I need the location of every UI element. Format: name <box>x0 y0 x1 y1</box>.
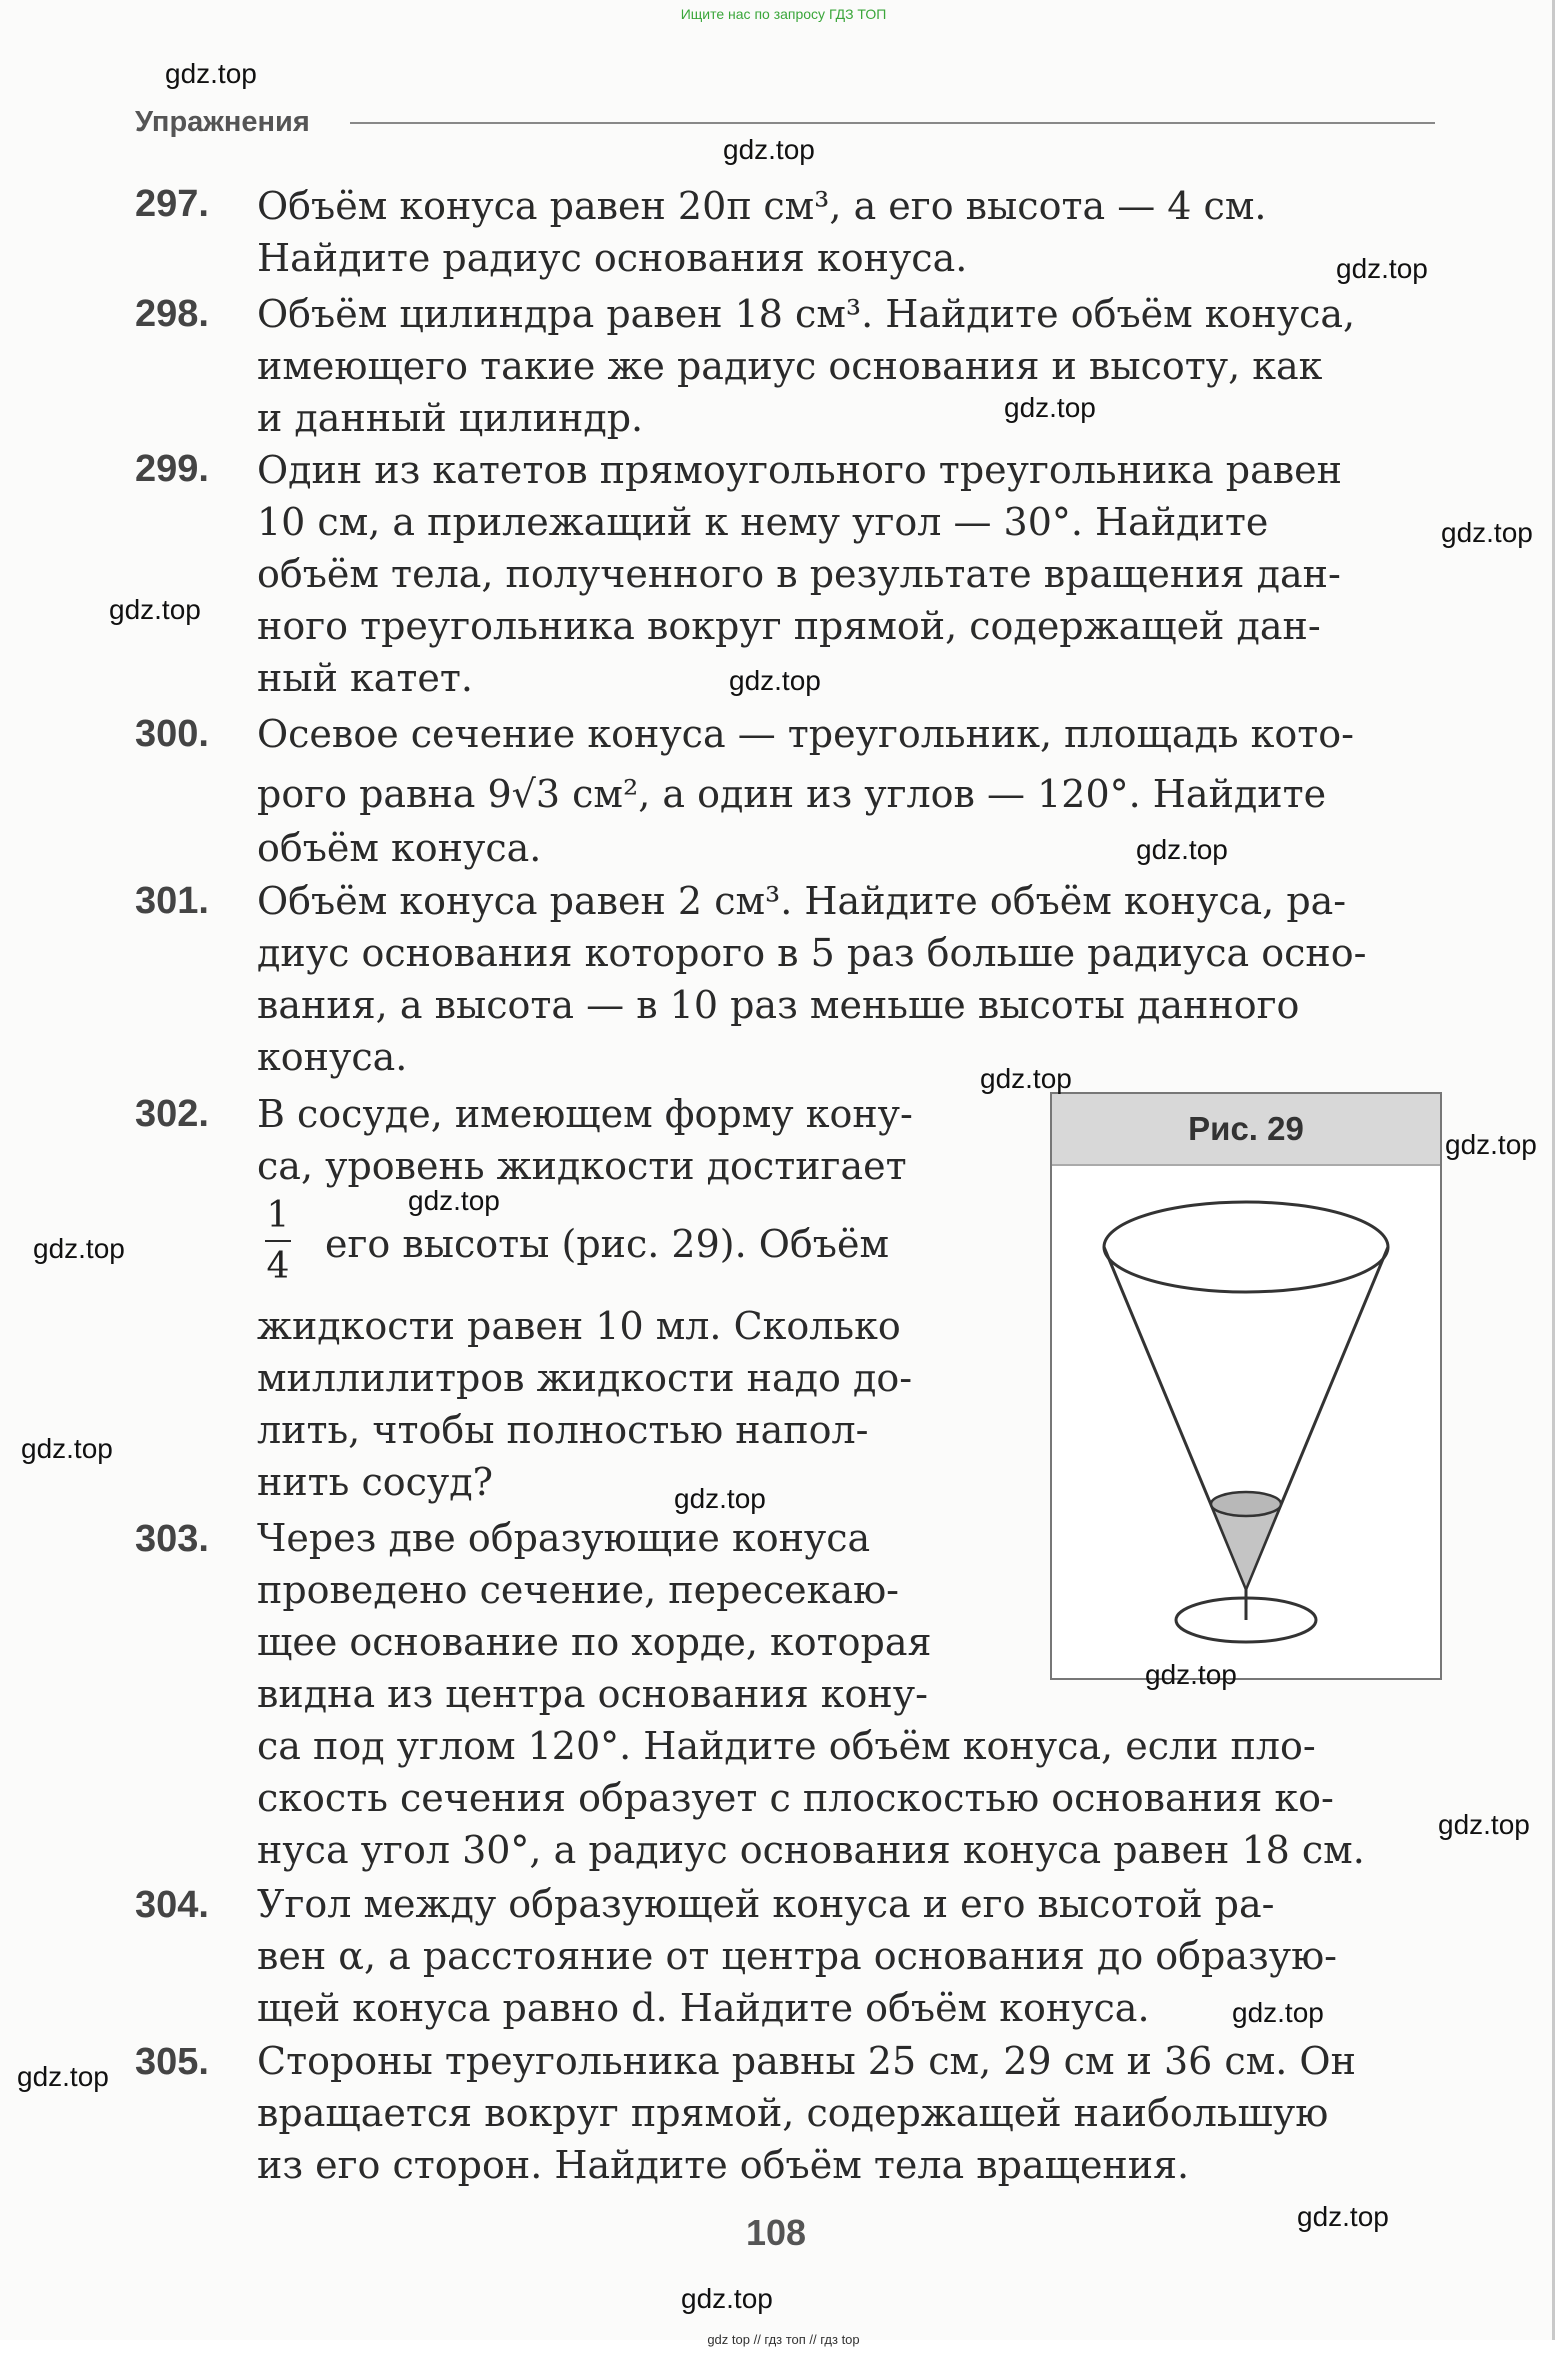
fraction-one-quarter <box>258 1195 298 1287</box>
fraction-numerator: 1 <box>266 1195 290 1236</box>
watermark: gdz.top <box>21 1433 113 1464</box>
liquid-surface-ellipse <box>1211 1492 1281 1516</box>
exercise-text-line: и данный цилиндр. <box>257 396 644 440</box>
watermark: gdz.top <box>1336 253 1428 284</box>
exercise-text-line: Осевое сечение конуса — треугольник, площадь кото- <box>257 712 1355 756</box>
watermark: gdz.top <box>729 665 821 696</box>
watermark: gdz.top <box>1232 1997 1324 2028</box>
exercise-text-line: объём конуса. <box>257 826 542 870</box>
watermark: gdz.top <box>17 2061 109 2092</box>
exercise-text-line: проведено сечение, пересекаю- <box>257 1568 899 1612</box>
watermark: gdz.top <box>1438 1809 1530 1840</box>
exercise-text-line: Объём конуса равен 20π см³, а его высота — 4 см. <box>257 184 1267 228</box>
exercise-text-line: вен α, а расстояние от центра основания до образую- <box>257 1934 1338 1978</box>
exercise-text-line: Объём цилиндра равен 18 см³. Найдите объём конуса, <box>257 292 1356 336</box>
exercise-text-line: видна из центра основания кону- <box>257 1672 928 1716</box>
watermark: gdz.top <box>109 594 201 625</box>
watermark: gdz.top <box>1145 1659 1237 1690</box>
exercise-text-line: 10 см, а прилежащий к нему угол — 30°. Найдите <box>257 500 1269 544</box>
exercise-number: 299. <box>135 448 209 490</box>
exercise-number: 300. <box>135 713 209 755</box>
exercise-number: 302. <box>135 1093 209 1135</box>
exercise-text-line: жидкости равен 10 мл. Сколько <box>257 1304 901 1348</box>
exercise-text-line: лить, чтобы полностью напол- <box>257 1408 869 1452</box>
exercise-text-line: миллилитров жидкости надо до- <box>257 1356 913 1400</box>
exercise-text-line: рого равна 9√3 см², а один из углов — 120°. Найдите <box>257 772 1327 816</box>
exercise-text-line: объём тела, полученного в результате вращения дан- <box>257 552 1341 596</box>
bottom-banner[interactable]: gdz top // гдз топ // гдз top <box>707 2332 860 2347</box>
figure-29 <box>1050 1092 1442 1680</box>
exercise-text-line: са, уровень жидкости достигает <box>257 1144 907 1188</box>
fraction-denominator: 4 <box>266 1246 290 1287</box>
exercise-text-line: его высоты (рис. 29). Объём <box>325 1222 890 1266</box>
section-title: Упражнения <box>135 106 310 138</box>
cone-base-ellipse <box>1104 1202 1388 1292</box>
watermark: gdz.top <box>33 1233 125 1264</box>
exercise-text-line: ный катет. <box>257 656 473 700</box>
exercise-text-line: вания, а высота — в 10 раз меньше высоты данного <box>257 983 1300 1027</box>
exercise-text-line: В сосуде, имеющем форму кону- <box>257 1092 913 1136</box>
exercise-text-line: вращается вокруг прямой, содержащей наибольшую <box>257 2091 1329 2135</box>
exercise-text-line: щее основание по хорде, которая <box>257 1620 932 1664</box>
exercise-number: 303. <box>135 1518 209 1560</box>
exercise-text-line: са под углом 120°. Найдите объём конуса, если пло- <box>257 1724 1316 1768</box>
figure-caption: Рис. 29 <box>1052 1094 1440 1166</box>
watermark: gdz.top <box>1004 392 1096 423</box>
exercise-number: 298. <box>135 293 209 335</box>
exercise-text-line: нуса угол 30°, а радиус основания конуса равен 18 см. <box>257 1828 1365 1872</box>
exercise-number: 297. <box>135 183 209 225</box>
watermark: gdz.top <box>165 58 257 89</box>
exercise-text-line: конуса. <box>257 1035 408 1079</box>
exercise-text-line: Через две образующие конуса <box>257 1516 871 1560</box>
exercise-text-line: нить сосуд? <box>257 1460 494 1504</box>
watermark: gdz.top <box>980 1063 1072 1094</box>
exercise-text-line: диус основания которого в 5 раз больше радиуса осно- <box>257 931 1367 975</box>
exercise-number: 301. <box>135 880 209 922</box>
exercise-text-line: Найдите радиус основания конуса. <box>257 236 968 280</box>
exercise-text-line: щей конуса равно d. Найдите объём конуса. <box>257 1986 1150 2030</box>
watermark: gdz.top <box>674 1483 766 1514</box>
watermark: gdz.top <box>1136 834 1228 865</box>
cone-diagram <box>1052 1166 1440 1678</box>
top-banner[interactable]: Ищите нас по запросу ГДЗ ТОП <box>680 6 887 22</box>
exercise-text-line: скость сечения образует с плоскостью основания ко- <box>257 1776 1334 1820</box>
exercise-text-line: ного треугольника вокруг прямой, содержащей дан- <box>257 604 1321 648</box>
watermark: gdz.top <box>1445 1129 1537 1160</box>
exercise-text-line: Один из катетов прямоугольного треугольника равен <box>257 448 1342 492</box>
page-number: 108 <box>745 2212 807 2253</box>
fraction-bar <box>265 1240 291 1242</box>
exercise-text-line: Угол между образующей конуса и его высотой ра- <box>257 1882 1275 1926</box>
exercise-text-line: имеющего такие же радиус основания и высоту, как <box>257 344 1323 388</box>
watermark: gdz.top <box>723 134 815 165</box>
exercise-text-line: Стороны треугольника равны 25 см, 29 см и 36 см. Он <box>257 2039 1356 2083</box>
watermark: gdz.top <box>1441 517 1533 548</box>
exercise-text-line: из его сторон. Найдите объём тела вращения. <box>257 2143 1190 2187</box>
watermark: gdz.top <box>408 1185 500 1216</box>
watermark: gdz.top <box>1297 2201 1389 2232</box>
exercise-number: 304. <box>135 1884 209 1926</box>
exercise-text-line: Объём конуса равен 2 см³. Найдите объём конуса, ра- <box>257 879 1347 923</box>
exercise-number: 305. <box>135 2041 209 2083</box>
watermark: gdz.top <box>681 2283 773 2314</box>
section-divider <box>350 122 1435 124</box>
